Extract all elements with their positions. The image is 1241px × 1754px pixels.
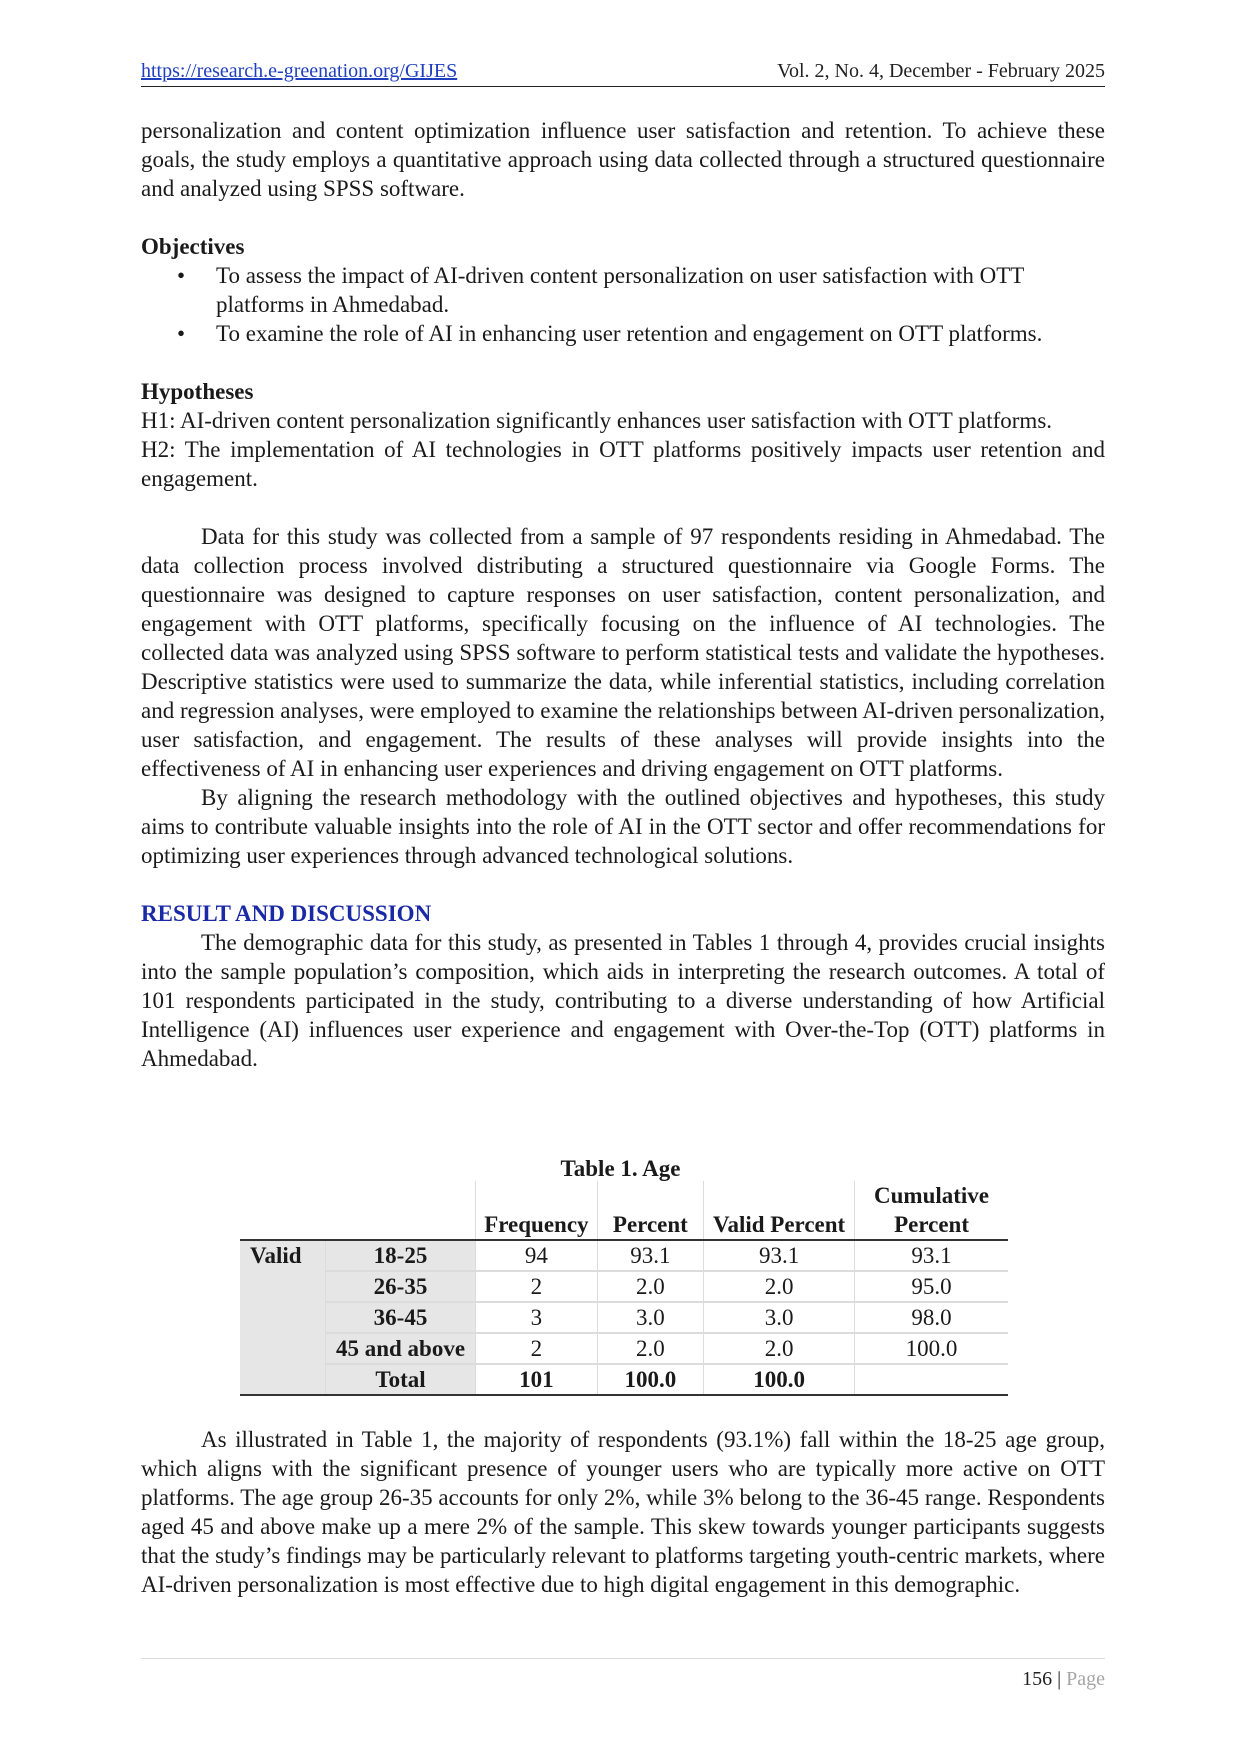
age-table [240,1181,1008,1396]
cell-valid-percent-total: 100.0 [704,1364,855,1395]
table-row [240,1302,1008,1333]
cell-valid-percent: 2.0 [704,1333,855,1364]
table-row [240,1271,1008,1302]
cell-percent: 93.1 [597,1240,703,1271]
page-number-separator: | [1057,1668,1062,1690]
table-total-row [240,1364,1008,1395]
header-cumulative-line1: Cumulative [874,1183,990,1208]
header-blank [240,1181,325,1240]
objective-item: • To examine the role of AI in enhancing user retention and engagement on OTT platforms. [216,319,1105,348]
header-blank [325,1181,475,1240]
objectives-list [141,261,1105,348]
results-heading: RESULT AND DISCUSSION [141,901,432,926]
main-content [141,116,1105,1073]
cell-cumulative-total [855,1364,1008,1395]
cell-percent: 2.0 [597,1333,703,1364]
cell-cumulative: 95.0 [855,1271,1008,1302]
table-caption: Table 1. Age [560,1156,681,1181]
methodology-paragraph: Data for this study was collected from a sample of 97 respondents residing in Ahmedabad. The data collection process involved distributing a structured questionnaire via Google Forms. The questionnaire was designed to capture responses on user satisfaction, content personalization, and engagement with OTT platforms, specifically focusing on the influence of AI technologies. The collected data was analyzed using SPSS software to perform statistical tests and validate the hypotheses. Descriptive statistics were used to summarize the data, while inferential statistics, including correlation and regression analyses, were employed to examine the relationships between AI-driven personalization, user satisfaction, and engagement. The results of these analyses will provide insights into the effectiveness of AI in enhancing user experiences and driving engagement on OTT platforms. [141,524,1105,781]
objectives-heading: Objectives [141,234,245,259]
cell-cumulative: 93.1 [855,1240,1008,1271]
table-row [240,1333,1008,1364]
group-label-valid: Valid [240,1240,325,1395]
cell-valid-percent: 93.1 [704,1240,855,1271]
row-label: 36-45 [325,1302,475,1333]
cell-frequency: 94 [476,1240,598,1271]
methodology-paragraph-2: By aligning the research methodology with the outlined objectives and hypotheses, this study aims to contribute valuable insights into the role of AI in the OTT sector and offer recommendations for optimizing user experiences through advanced technological solutions. [141,785,1105,868]
page-header [141,58,1105,87]
cell-frequency-total: 101 [476,1364,598,1395]
header-frequency: Frequency [476,1181,598,1240]
page-footer [141,1658,1105,1690]
results-paragraph: The demographic data for this study, as presented in Tables 1 through 4, provides crucial insights into the sample population’s composition, which aids in interpreting the research outcomes. A total of 101 respondents participated in the study, contributing to a diverse understanding of how Artificial Intelligence (AI) influences user experience and engagement with Over-the-Top (OTT) platforms in Ahmedabad. [141,930,1105,1071]
row-label: 45 and above [325,1333,475,1364]
cell-cumulative: 98.0 [855,1302,1008,1333]
page-number-value: 156 [1022,1668,1053,1690]
header-cumulative-line2: Percent [894,1212,969,1237]
header-percent: Percent [597,1181,703,1240]
hypothesis-h1: H1: AI-driven content personalization significantly enhances user satisfaction with OTT platforms. [141,408,1053,433]
cell-valid-percent: 3.0 [704,1302,855,1333]
cell-frequency: 2 [476,1333,598,1364]
cell-cumulative: 100.0 [855,1333,1008,1364]
journal-url-link[interactable]: https://research.e-greenation.org/GIJES [141,60,458,82]
header-valid-percent: Valid Percent [704,1181,855,1240]
discussion-section [141,1425,1105,1599]
cell-percent: 2.0 [597,1271,703,1302]
row-label-total: Total [325,1364,475,1395]
row-label: 18-25 [325,1240,475,1271]
cell-percent-total: 100.0 [597,1364,703,1395]
hypothesis-h2: H2: The implementation of AI technologies in OTT platforms positively impacts user retention and engagement. [141,437,1105,491]
volume-info: Vol. 2, No. 4, December - February 2025 [777,60,1105,82]
hypotheses-heading: Hypotheses [141,379,254,404]
table-row [240,1240,1008,1271]
page-word: Page [1066,1668,1105,1690]
cell-frequency: 2 [476,1271,598,1302]
header-cumulative-percent [855,1181,1008,1240]
page-number [1022,1666,1105,1692]
row-label: 26-35 [325,1271,475,1302]
intro-paragraph: personalization and content optimization influence user satisfaction and retention. To achieve these goals, the study employs a quantitative approach using data collected through a structured questionnaire and analyzed using SPSS software. [141,118,1105,201]
cell-percent: 3.0 [597,1302,703,1333]
table-discussion-paragraph: As illustrated in Table 1, the majority of respondents (93.1%) fall within the 18-25 age group, which aligns with the significant presence of younger users who are typically more active on OTT platforms. The age group 26-35 accounts for only 2%, while 3% belong to the 36-45 range. Respondents aged 45 and above make up a mere 2% of the sample. This skew towards younger participants suggests that the study’s findings may be particularly relevant to platforms targeting youth-centric markets, where AI-driven personalization is most effective due to high digital engagement in this demographic. [141,1427,1106,1597]
table-header-row [240,1181,1008,1240]
objective-item: • To assess the impact of AI-driven content personalization on user satisfaction with OTT platforms in Ahmedabad. [216,261,1105,319]
cell-frequency: 3 [476,1302,598,1333]
cell-valid-percent: 2.0 [704,1271,855,1302]
